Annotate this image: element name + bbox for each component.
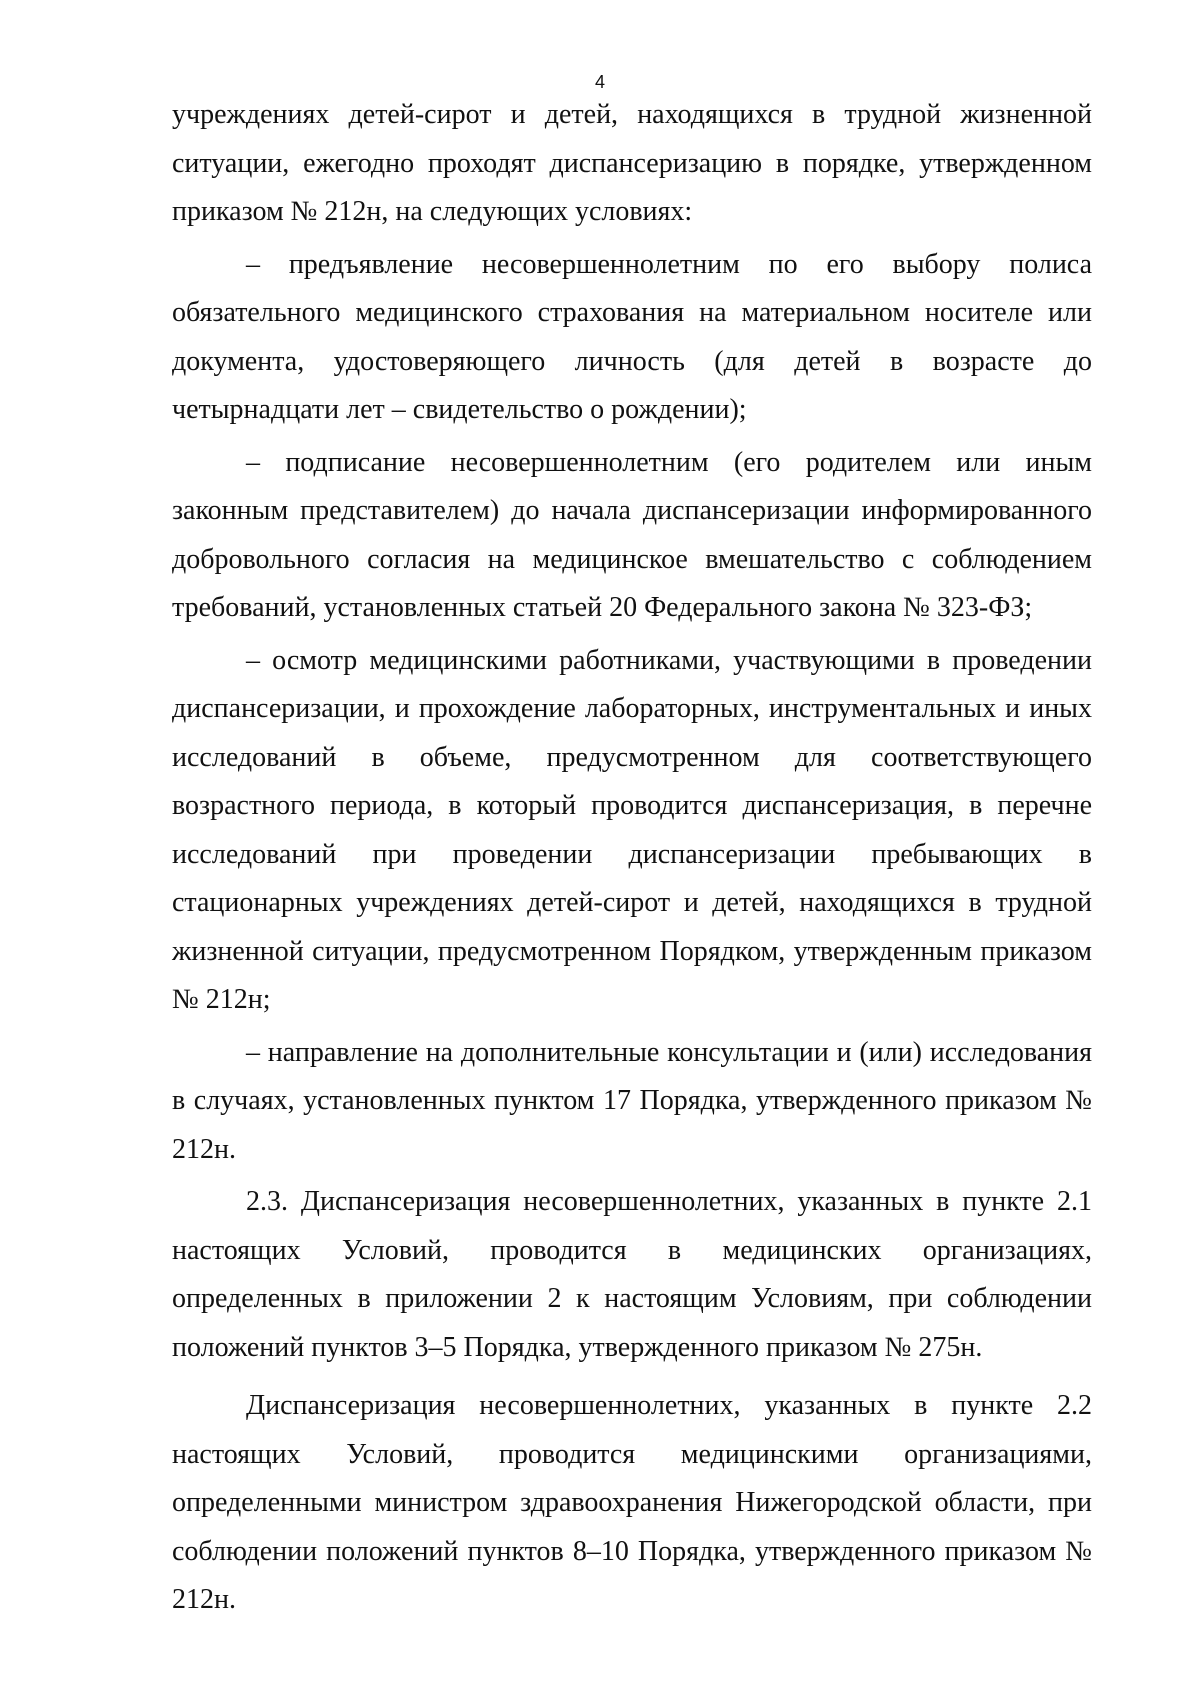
paragraph-section-2-3: 2.3. Диспансеризация несовершеннолетних, указанных в пункте 2.1 настоящих Условий, проводится в медицинских организациях, определенных в приложении 2 к настоящим Условиям, при соблюдении положений пунктов 3–5 Порядка, утвержденного приказом № 275н. bbox=[172, 1186, 1092, 1363]
list-item-consent: – подписание несовершеннолетним (его родителем или иным законным представителем) до начала диспансеризации информированного добровольного согласия на медицинское вмешательство с соблюдением требований, установленных статьей 20 Федерального закона № 323-ФЗ; bbox=[172, 446, 1092, 623]
list-item-policy: – предъявление несовершеннолетним по его выбору полиса обязательного медицинского страхования на материальном носителе или документа, удостоверяющего личность (для детей в возрасте до четырнадцати лет – свидетельство о рождении); bbox=[172, 248, 1092, 425]
page-number: 4 bbox=[594, 72, 605, 92]
document-body bbox=[172, 91, 1092, 1625]
list-item-referral: – направление на дополнительные консультации и (или) исследования в случаях, установленных пунктом 17 Порядка, утвержденного приказом № 212н. bbox=[172, 1036, 1092, 1165]
list-item-examination: – осмотр медицинскими работниками, участвующими в проведении диспансеризации, и прохождение лабораторных, инструментальных и иных исследований в объеме, предусмотренном для соответствующего возрастного периода, в который проводится диспансеризация, в перечне исследований при проведении диспансеризации пребывающих в стационарных учреждениях детей-сирот и детей, находящихся в трудной жизненной ситуации, предусмотренном Порядком, утвержденным приказом № 212н; bbox=[172, 644, 1092, 1015]
paragraph-section-2-3-continued: Диспансеризация несовершеннолетних, указанных в пункте 2.2 настоящих Условий, проводится медицинскими организациями, определенными министром здравоохранения Нижегородской области, при соблюдении положений пунктов 8–10 Порядка, утвержденного приказом № 212н. bbox=[172, 1390, 1092, 1615]
paragraph-continuation: учреждениях детей-сирот и детей, находящихся в трудной жизненной ситуации, ежегодно проходят диспансеризацию в порядке, утвержденном приказом № 212н, на следующих условиях: bbox=[172, 99, 1092, 227]
